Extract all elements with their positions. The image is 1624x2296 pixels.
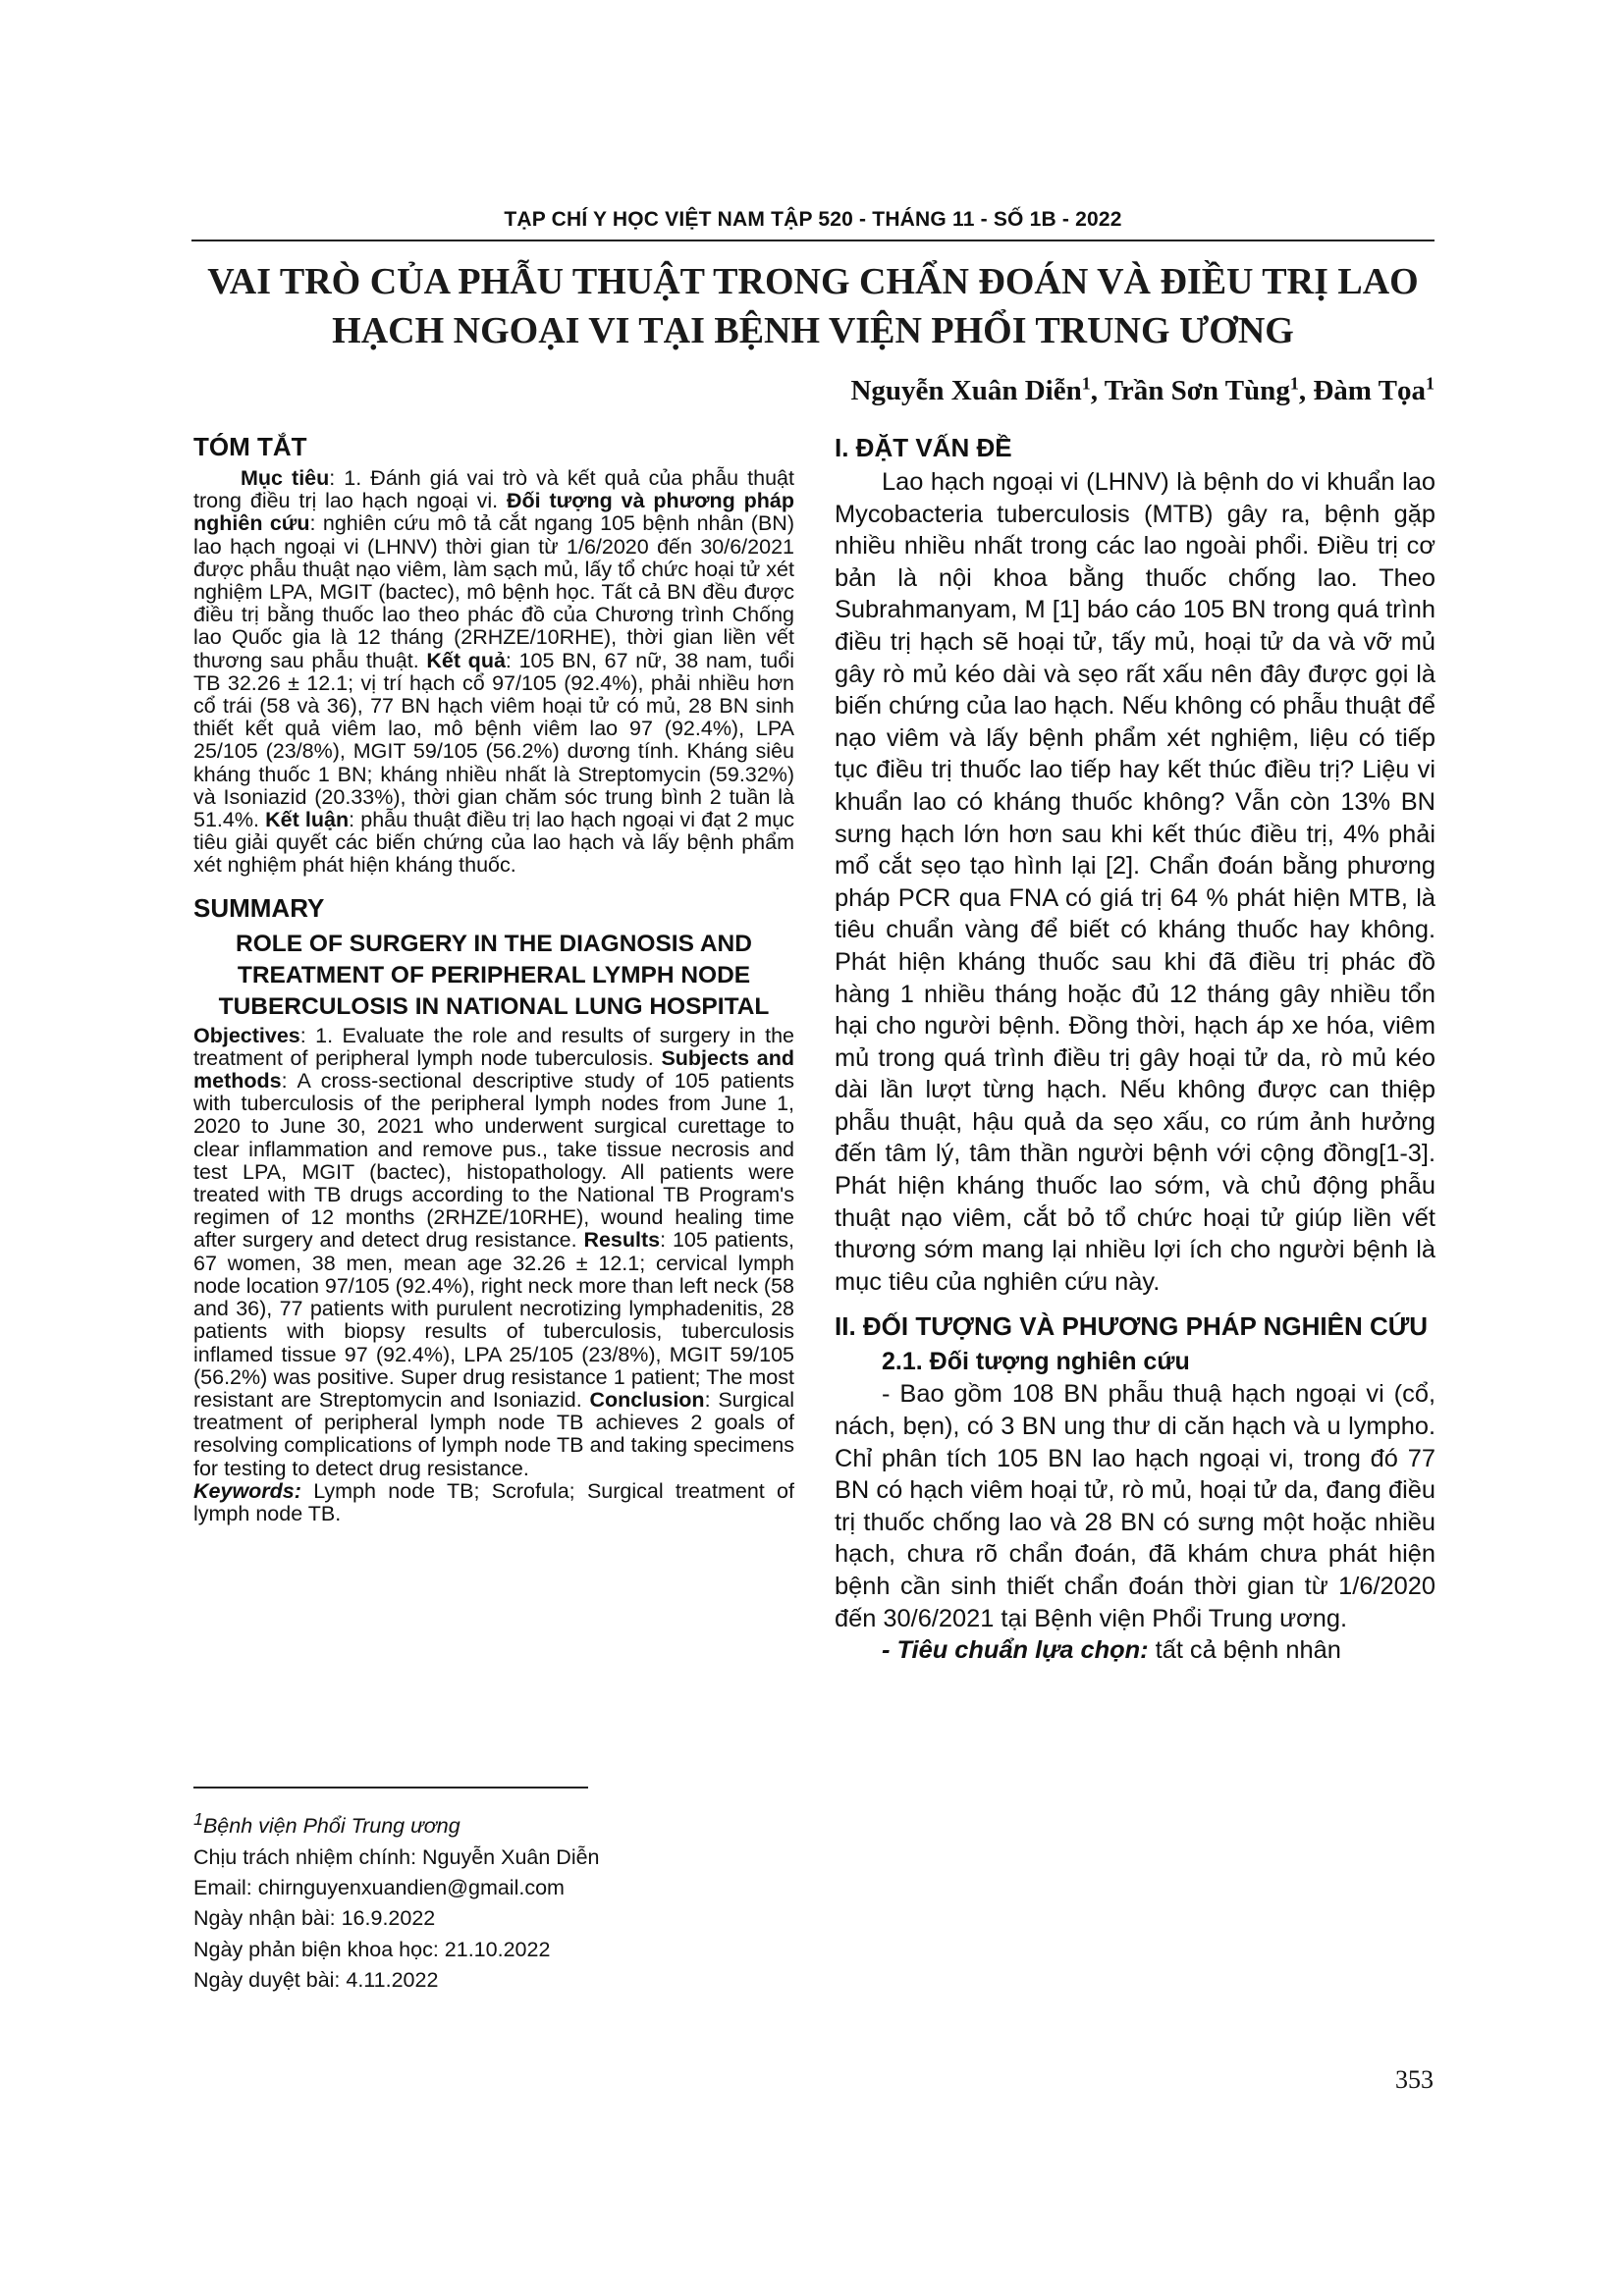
footnote-divider xyxy=(193,1787,588,1789)
left-column xyxy=(193,430,794,1525)
keywords: Keywords: Lymph node TB; Scrofula; Surgical treatment of lymph node TB. xyxy=(193,1478,794,1525)
section-1-text: Lao hạch ngoại vi (LHNV) là bệnh do vi khuẩn lao Mycobacteria tuberculosis (MTB) gây ra, bệnh gặp nhiều nhiều nhất trong các lao ngoài phổi. Điều trị cơ bản là nội khoa bằng thuốc chống lao. Theo Subrahmanyam, M [1] báo cáo 105 BN trong quá trình điều trị hạch sẽ hoại tử, tấy mủ, hoại tử da và vỡ mủ gây rò mủ kéo dài và sẹo rất xấu nên đây được gọi là biến chứng của lao hạch. Nếu không có phẫu thuật để nạo viêm và lấy bệnh phẩm xét nghiệm, liệu có tiếp tục điều trị thuốc lao tiếp hay kết thúc điều trị? Liệu vi khuẩn lao có kháng thuốc không? Vẫn còn 13% BN sưng hạch lớn hơn sau khi kết thúc điều trị, 4% phải mổ cắt sẹo tạo hình lại [2]. Chẩn đoán bằng phương pháp PCR qua FNA có giá trị 64 % phát hiện MTB, là tiêu chuẩn vàng để biết có kháng thuốc hay không. Phát hiện kháng thuốc sau khi đã điều trị phác đồ hàng 1 nhiều tháng hoặc đủ 12 tháng gây nhiều tổn hại cho người bệnh. Đồng thời, hạch áp xe hóa, viêm mủ trong quá trình điều trị gây hoại tử da, rò mủ kéo dài lần lượt từng hạch. Nếu không được can thiệp phẫu thuật, hậu quả da sẹo xấu, co rúm ảnh hưởng đến tâm lý, tâm thần người bệnh với cộng đồng[1-3]. Phát hiện kháng thuốc lao sớm, và chủ động phẫu thuật nạo viêm, cắt bỏ tổ chức hoại tử giúp liền vết thương sớm mang lại nhiều lợi ích cho người bệnh là mục tiêu của nghiên cứu này. xyxy=(835,468,1435,1296)
abstract-vi xyxy=(193,467,794,878)
author-list xyxy=(850,373,1435,407)
footnote-reviewed: Ngày phản biện khoa học: 21.10.2022 xyxy=(193,1937,551,1961)
footnote-responsible: Chịu trách nhiệm chính: Nguyễn Xuân Diễn xyxy=(193,1844,600,1869)
footnote-email: Email: chirnguyenxuandien@gmail.com xyxy=(193,1875,565,1899)
footnotes xyxy=(193,1804,794,1997)
right-column xyxy=(835,429,1435,1667)
section-1-heading: I. ĐẶT VẤN ĐỀ xyxy=(835,433,1012,462)
running-header: TẠP CHÍ Y HỌC VIỆT NAM TẬP 520 - THÁNG 11 - SỐ 1B - 2022 xyxy=(504,208,1122,231)
section-2-heading: II. ĐỐI TƯỢNG VÀ PHƯƠNG PHÁP NGHIÊN CỨU xyxy=(835,1311,1429,1342)
abstract-en-paragraph: Objectives: 1. Evaluate the role and results of surgery in the treatment of peripheral lymph node tuberculosis. Subjects and methods: A cross-sectional descriptive study of 105 patients with tuberculosis of the peripheral lymph nodes from June 1, 2020 to June 30, 2021 who underwent surgical curettage to clear inflammation and remove pus., take tissue necrosis and test LPA, MGIT (bactec), histopathology. All patients were treated with TB drugs according to the National TB Program's regimen of 12 months (2RHZE/10RHE), wound healing time after surgery and detect drug resistance. Results: 105 patients, 67 women, 38 men, mean age 32.26 ± 12.1; cervical lymph node location 97/105 (92.4%), right neck more than left neck (58 and 36), 77 patients with purulent necrotizing lymphadenitis, 28 patients with biopsy results of tuberculosis, tuberculosis inflamed tissue 97 (92.4%), LPA 25/105 (23/8%), MGIT 59/105 (56.2%) was positive. Super drug resistance 1 patient; The most resistant are Streptomycin and Isoniazid. Conclusion: Surgical treatment of peripheral lymph node TB achieves 2 goals of resolving complications of lymph node TB and taking specimens for testing to detect drug resistance. xyxy=(193,1023,795,1480)
header-divider xyxy=(191,240,1435,241)
title-line-1: VAI TRÒ CỦA PHẪU THUẬT TRONG CHẨN ĐOÁN VÀ ĐIỀU TRỊ LAO xyxy=(207,261,1419,302)
author-1: Nguyễn Xuân Diễn$^1$, xyxy=(850,373,1105,406)
summary-title: ROLE OF SURGERY IN THE DIAGNOSIS AND TREATMENT OF PERIPHERAL LYMPH NODE TUBERCULOSIS IN NATIONAL LUNG HOSPITAL xyxy=(218,930,770,1020)
title-line-2: HẠCH NGOẠI VI TẠI BỆNH VIỆN PHỔI TRUNG ƯƠNG xyxy=(332,310,1294,351)
footnote-received: Ngày nhận bài: 16.9.2022 xyxy=(193,1906,436,1931)
page-number: 353 xyxy=(1395,2065,1434,2094)
author-2: Trần Sơn Tùng$^1$, xyxy=(1104,373,1314,406)
section-2-paragraph-2: - Tiêu chuẩn lựa chọn: tất cả bệnh nhân xyxy=(882,1636,1341,1665)
author-3: Đàm Tọa$^1$ xyxy=(1313,373,1435,406)
abstract-vi-paragraph: Mục tiêu: 1. Đánh giá vai trò và kết quả của phẫu thuật trong điều trị lao hạch ngoại vi. Đối tượng và phương pháp nghiên cứu: nghiên cứu mô tả cắt ngang 105 bệnh nhân (BN) lao hạch ngoại vi (LHNV) thời gian từ 1/6/2020 đến 30/6/2021 được phẫu thuật nạo viêm, làm sạch mủ, lấy tổ chức hoại tử xét nghiệm LPA, MGIT (bactec), mô bệnh học. Tất cả BN đều được điều trị bằng thuốc lao theo phác đồ của Chương trình Chống lao Quốc gia là 12 tháng (2RHZE/10RHE), thời gian liền vết thương sau phẫu thuật. Kết quả: 105 BN, 67 nữ, 38 nam, tuổi TB 32.26 ± 12.1; vị trí hạch cổ 97/105 (92.4%), phải nhiều hơn cổ trái (58 và 36), 77 BN hạch viêm hoại tử có mủ, 28 BN sinh thiết kết quả viêm lao, mô bệnh viêm lao 97 (92.4%), LPA 25/105 (23/8%), MGIT 59/105 (56.2%) dương tính. Kháng siêu kháng thuốc 1 BN; kháng nhiều nhất là Streptomycin (59.32%) và Isoniazid (20.33%), thời gian chăm sóc trung bình 2 tuần là 51.4%. Kết luận: phẫu thuật điều trị lao hạch ngoại vi đạt 2 mục tiêu giải quyết các biến chứng của lao hạch và lấy bệnh phẩm xét nghiệm phát hiện kháng thuốc. xyxy=(193,466,795,878)
section-2-paragraph-1: - Bao gồm 108 BN phẫu thuậ hạch ngoại vi (cổ, nách, bẹn), có 3 BN ung thư di căn hạch và u lympho. Chỉ phân tích 105 BN lao hạch ngoại vi, trong đó 77 BN có hạch viêm hoại tử, rò mủ, hoại tử da, đang điều trị thuốc chống lao và 28 BN có sưng một hoặc nhiều hạch, chưa rõ chẩn đoán, đã khám chưa phát hiện bệnh cần sinh thiết chẩn đoán thời gian từ 1/6/2020 đến 30/6/2021 tại Bệnh viện Phổi Trung ương. xyxy=(835,1380,1435,1632)
summary-heading: SUMMARY xyxy=(193,892,325,923)
footnote-accepted: Ngày duyệt bài: 4.11.2022 xyxy=(193,1968,439,1993)
abstract-vi-heading: TÓM TẮT xyxy=(193,432,307,461)
footnote-affiliation: $^1$Bệnh viện Phổi Trung ương xyxy=(193,1809,460,1839)
article-title xyxy=(191,257,1435,355)
section-2-1-heading: 2.1. Đối tượng nghiên cứu xyxy=(882,1348,1190,1376)
